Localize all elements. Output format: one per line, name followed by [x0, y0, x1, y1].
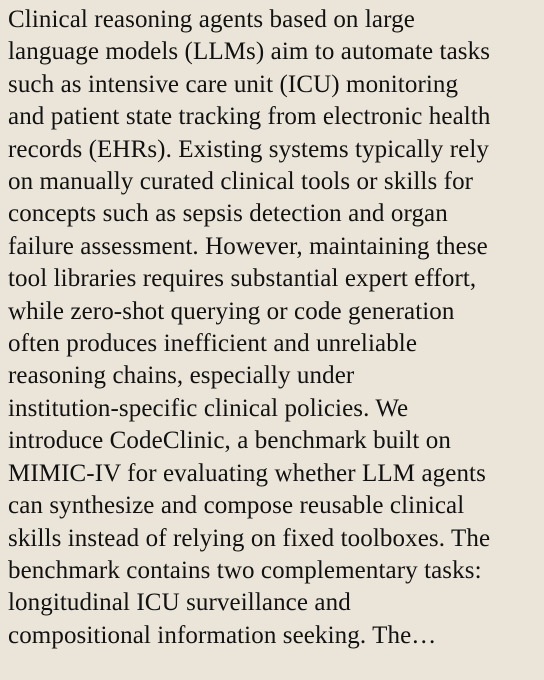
abstract-paragraph: [8, 4, 534, 652]
abstract-line-19: longitudinal ICU surveillance and: [8, 589, 351, 617]
abstract-line-10: while zero-shot querying or code generation: [8, 297, 455, 325]
abstract-line-4: and patient state tracking from electronic health: [8, 103, 491, 131]
abstract-line-9: tool libraries requires substantial expert effort,: [8, 265, 477, 293]
abstract-line-15: MIMIC-IV for evaluating whether LLM agents: [8, 459, 486, 487]
abstract-line-11: often produces inefficient and unreliable: [8, 330, 418, 358]
abstract-line-3: such as intensive care unit (ICU) monitoring: [8, 70, 459, 98]
abstract-line-5: records (EHRs). Existing systems typically rely: [8, 135, 490, 163]
abstract-line-16: can synthesize and compose reusable clinical: [8, 492, 465, 520]
abstract-line-17: skills instead of relying on fixed toolboxes. The: [8, 524, 491, 552]
abstract-line-12: reasoning chains, especially under: [8, 362, 355, 390]
abstract-line-1: Clinical reasoning agents based on large: [8, 6, 415, 33]
abstract-line-6: on manually curated clinical tools or skills for: [8, 168, 474, 196]
abstract-line-18: benchmark contains two complementary tasks:: [8, 556, 482, 584]
abstract-line-2: language models (LLMs) aim to automate tasks: [8, 38, 491, 66]
abstract-line-13: institution-specific clinical policies. We: [8, 394, 409, 422]
abstract-line-8: failure assessment. However, maintaining these: [8, 232, 488, 260]
abstract-line-7: concepts such as sepsis detection and organ: [8, 200, 448, 228]
abstract-line-14: introduce CodeClinic, a benchmark built on: [8, 427, 451, 455]
abstract-line-20: compositional information seeking. The…: [8, 621, 437, 649]
